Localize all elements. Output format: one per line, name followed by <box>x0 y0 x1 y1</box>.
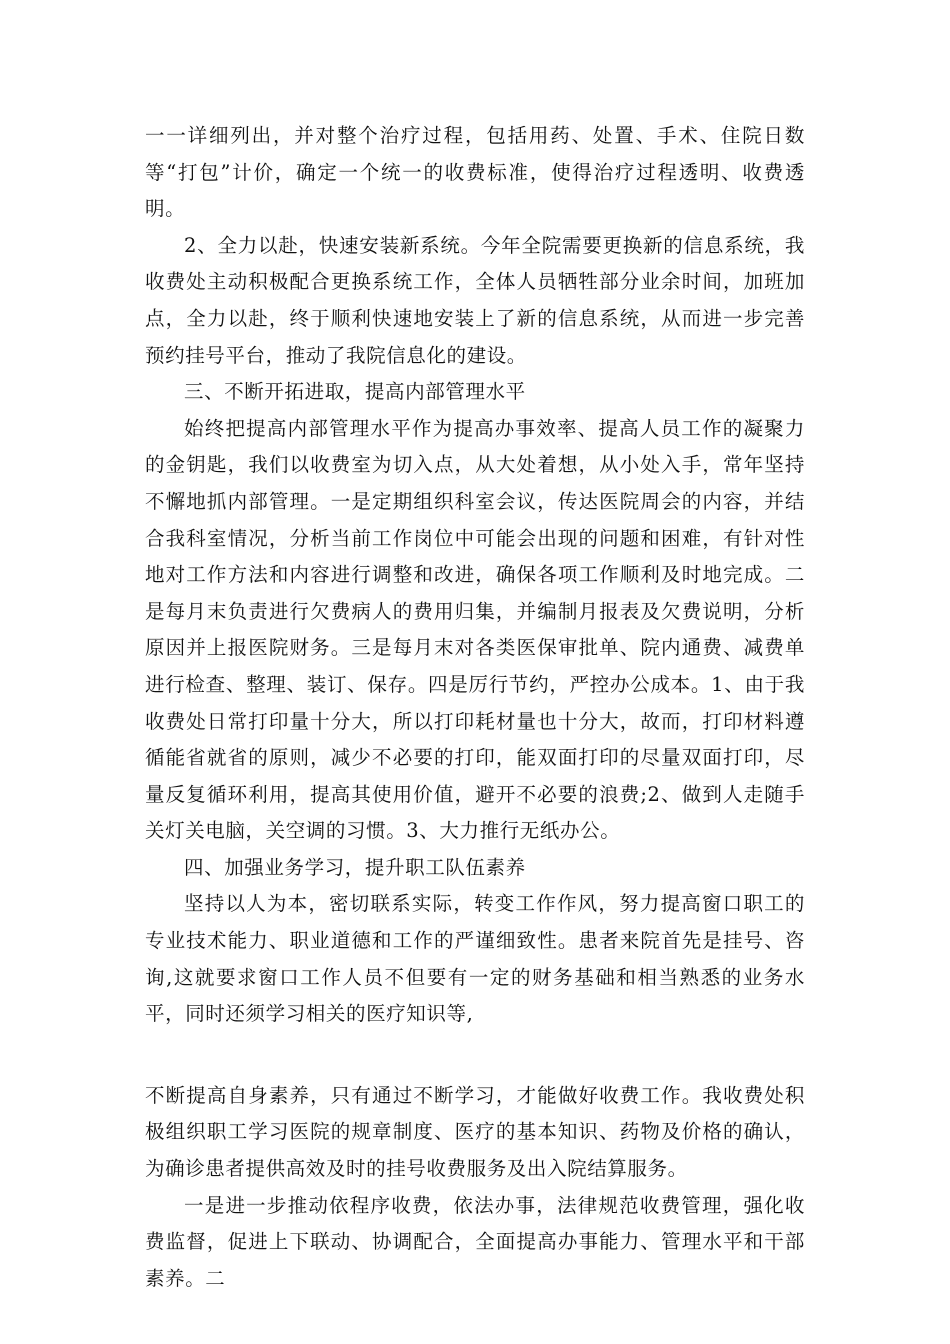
paragraph-8: 一是进一步推动依程序收费，依法办事，法律规范收费管理，强化收费监督，促进上下联动、协调配合，全面提高办事能力、管理水平和干部素养。二 <box>145 1193 805 1290</box>
paragraph-gap <box>145 1033 805 1078</box>
section-heading-3: 三、不断开拓进取，提高内部管理水平 <box>184 380 526 404</box>
paragraph-7: 不断提高自身素养，只有通过不断学习，才能做好收费工作。我收费处积极组织职工学习医院的规章制度、医疗的基本知识、药物及价格的确认，为确诊患者提供高效及时的挂号收费服务及出入院结算服务。 <box>145 1083 805 1181</box>
paragraph-6: 坚持以人为本，密切联系实际，转变工作作风，努力提高窗口职工的专业技术能力、职业道德和工作的严谨细致性。患者来院首先是挂号、咨询,这就要求窗口工作人员不但要有一定的财务基础和相当熟悉的业务水平，同时还须学习相关的医疗知识等, <box>145 892 805 1026</box>
paragraph-4: 始终把提高内部管理水平作为提高办事效率、提高人员工作的凝聚力的金钥匙，我们以收费室为切入点，从大处着想，从小处入手，常年坚持不懈地抓内部管理。一是定期组织科室会议，传达医院周会的内容，并结合我科室情况，分析当前工作岗位中可能会出现的问题和困难，有针对性地对工作方法和内容进行调整和改进，确保各项工作顺利及时地完成。二是每月末负责进行欠费病人的费用归集，并编制月报表及欠费说明，分析原因并上报医院财务。三是每月末对各类医保审批单、院内通费、减费单进行检查、整理、装订、保存。四是厉行节约，严控办公成本。1、由于我收费处日常打印量十分大，所以打印耗材量也十分大，故而，打印材料遵循能省就省的原则，减少不必要的打印，能双面打印的尽量双面打印，尽量反复循环利用，提高其使用价值，避开不必要的浪费;2、做到人走随手关灯关电脑，关空调的习惯。3、大力推行无纸办公。 <box>145 416 805 843</box>
paragraph-2: 2、全力以赴，快速安装新系统。今年全院需要更换新的信息系统，我收费处主动积极配合更换系统工作，全体人员牺牲部分业余时间，加班加点，全力以赴，终于顺利快速地安装上了新的信息系统，从而进一步完善预约挂号平台，推动了我院信息化的建设。 <box>145 233 805 367</box>
section-heading-4: 四、加强业务学习，提升职工队伍素养 <box>184 855 526 879</box>
document-page <box>145 118 805 1297</box>
paragraph-1: 一一详细列出，并对整个治疗过程，包括用药、处置、手术、住院日数等“打包”计价，确定一个统一的收费标准，使得治疗过程透明、收费透明。 <box>145 124 805 221</box>
